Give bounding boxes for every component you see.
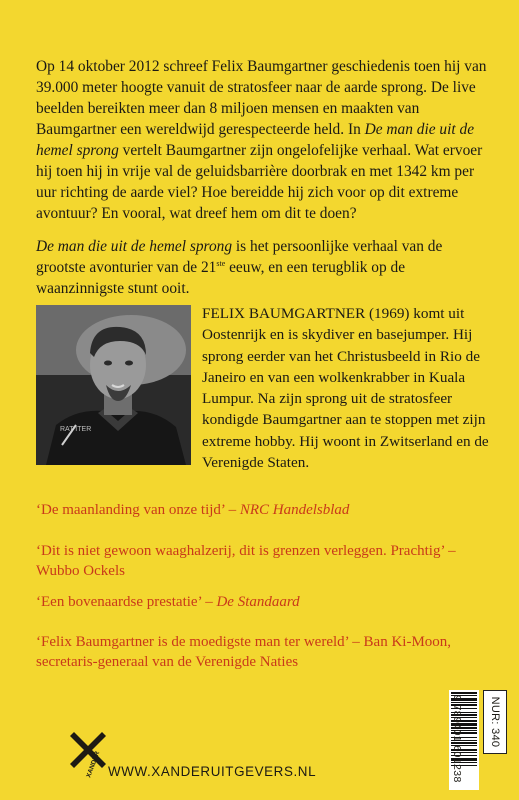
- blurb-text: is het persoonlijke verhaal van de grootste avonturier van de 21: [36, 238, 443, 276]
- blurb-text: vertelt Baumgartner zijn ongelofelijke verhaal. Wat ervoer hij toen hij in vrije val de geluidsbarrière doorbrak en met 1342 km per uur richting de aarde viel? Hoe bereidde hij zich voor op dit extreme avontuur? En vooral, wat dreef hem om dit te doen?: [36, 142, 483, 222]
- blurb-text: Op 14 oktober 2012 schreef Felix Baumgartner geschiedenis toen hij van 39.000 meter hoogte vanuit de stratosfeer naar de aarde sprong. De live beelden bereikten meer dan 8 miljoen mensen en maakten van Baumgartner een wereldwijd gerespecteerde held. In: [36, 58, 487, 138]
- nur-code-box: [483, 690, 507, 754]
- quote-source: NRC Handelsblad: [239, 502, 350, 518]
- blurb-paragraph-1: [36, 56, 488, 224]
- superscript: ste: [216, 259, 226, 268]
- isbn-number: 9 789401 601238: [451, 695, 463, 783]
- barcode-bar: [451, 692, 477, 694]
- nur-code: NUR: 340: [489, 696, 501, 748]
- blurb-text: eeuw, en een terugblik op de waanzinnigste stunt ooit.: [36, 259, 406, 297]
- review-quote-2: ‘Dit is niet gewoon waaghalzerij, dit is grenzen verleggen. Prachtig’ – Wubbo Ockels: [36, 543, 456, 579]
- publisher-logo-text: XANDER: [85, 750, 102, 779]
- author-bio: FELIX BAUMGARTNER (1969) komt uit Oostenrijk en is skydiver en basejumper. Hij sprong eerder van het Christusbeeld in Rio de Janeiro en van een wolkenkrabber in Kuala Lumpur. Na zijn sprong uit de stratosfeer kondigde Baumgartner aan te stoppen met zijn extreme hobby. Hij woont in Zwitserland en de Verenigde Staten.: [202, 305, 489, 472]
- review-quote-3: ‘Een bovenaardse prestatie’ – De Standaard: [36, 594, 300, 610]
- review-quote-4: ‘Felix Baumgartner is de moedigste man ter wereld’ – Ban Ki-Moon, secretaris-generaal van de Verenigde Naties: [36, 634, 452, 670]
- svg-text:RAT ITER: RAT ITER: [60, 426, 92, 433]
- quote-source: De Standaard: [216, 594, 300, 610]
- review-quote-1: ‘De maanlanding van onze tijd’ – NRC Handelsblad: [36, 502, 350, 518]
- publisher-url: WWW.XANDERUITGEVERS.NL: [108, 764, 317, 779]
- author-photo: [36, 305, 191, 465]
- book-title-italic: De man die uit de hemel sprong: [36, 238, 233, 255]
- blurb-paragraph-2: [36, 236, 488, 299]
- publisher-logo: [70, 728, 106, 784]
- book-title-italic: De man die uit de hemel sprong: [36, 121, 475, 159]
